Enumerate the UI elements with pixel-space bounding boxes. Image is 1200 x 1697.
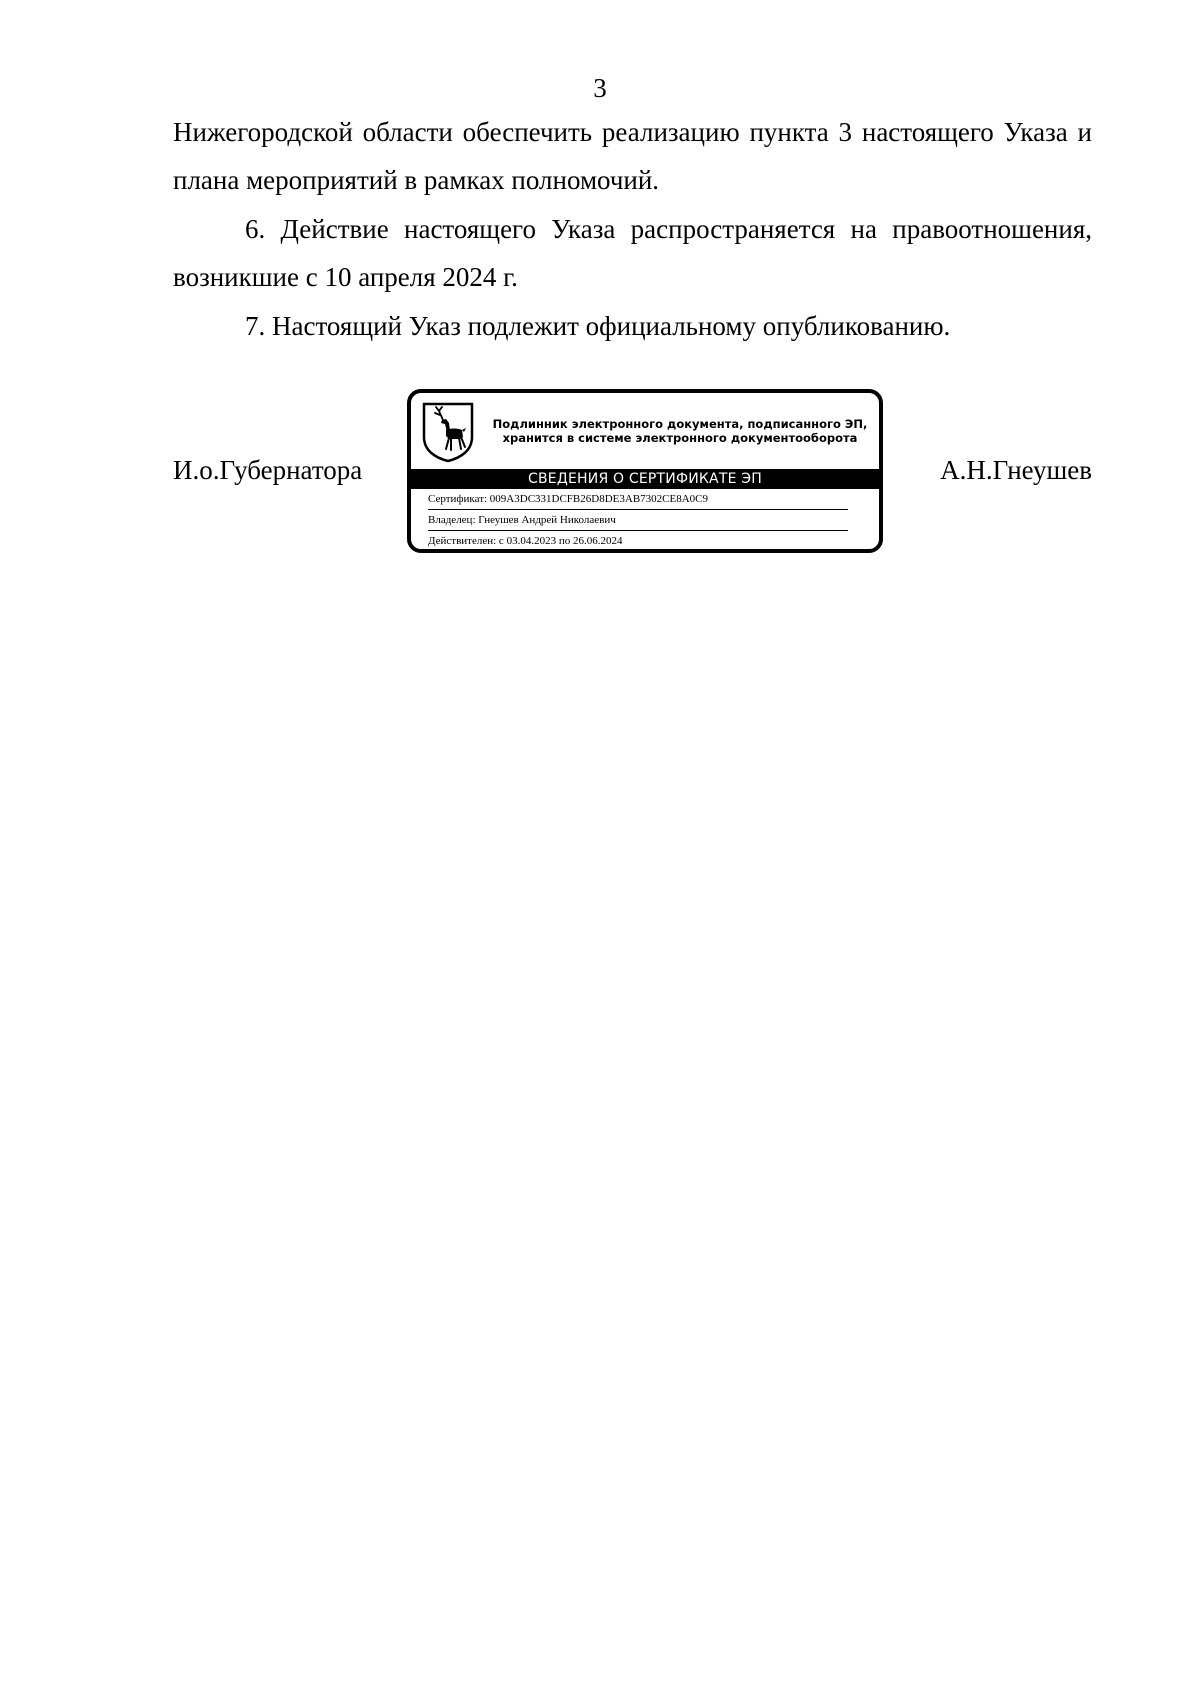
stamp-divider: [428, 509, 848, 510]
stamp-certificate-number: Сертификат: 009A3DC331DCFB26D8DE3AB7302CE8A0C9: [428, 493, 708, 505]
electronic-signature-stamp: [407, 389, 883, 553]
page-number: 3: [593, 73, 607, 103]
stamp-divider: [428, 530, 848, 531]
stamp-validity: Действителен: с 03.04.2023 по 26.06.2024: [428, 535, 623, 547]
paragraph-item-7: 7. Настоящий Указ подлежит официальному опубликованию.: [245, 311, 951, 341]
stamp-heading: [481, 417, 879, 445]
paragraph-item-6: 6. Действие настоящего Указа распространяется на правоотношения, возникшие с 10 апреля 2024 г.: [173, 214, 1092, 292]
signatory-name: А.Н.Гнеушев: [940, 455, 1092, 485]
coat-of-arms-deer-icon: [420, 401, 476, 463]
stamp-owner: Владелец: Гнеушев Андрей Николаевич: [428, 514, 616, 526]
stamp-certificate-title: СВЕДЕНИЯ О СЕРТИФИКАТЕ ЭП: [411, 469, 879, 489]
signatory-position: И.о.Губернатора: [173, 455, 363, 485]
paragraph-continuation: Нижегородской области обеспечить реализацию пункта 3 настоящего Указа и плана мероприятий в рамках полномочий.: [173, 117, 1092, 195]
stamp-heading-line-2: хранится в системе электронного документооборота: [502, 431, 858, 445]
stamp-heading-line-1: Подлинник электронного документа, подписанного ЭП,: [492, 417, 868, 431]
